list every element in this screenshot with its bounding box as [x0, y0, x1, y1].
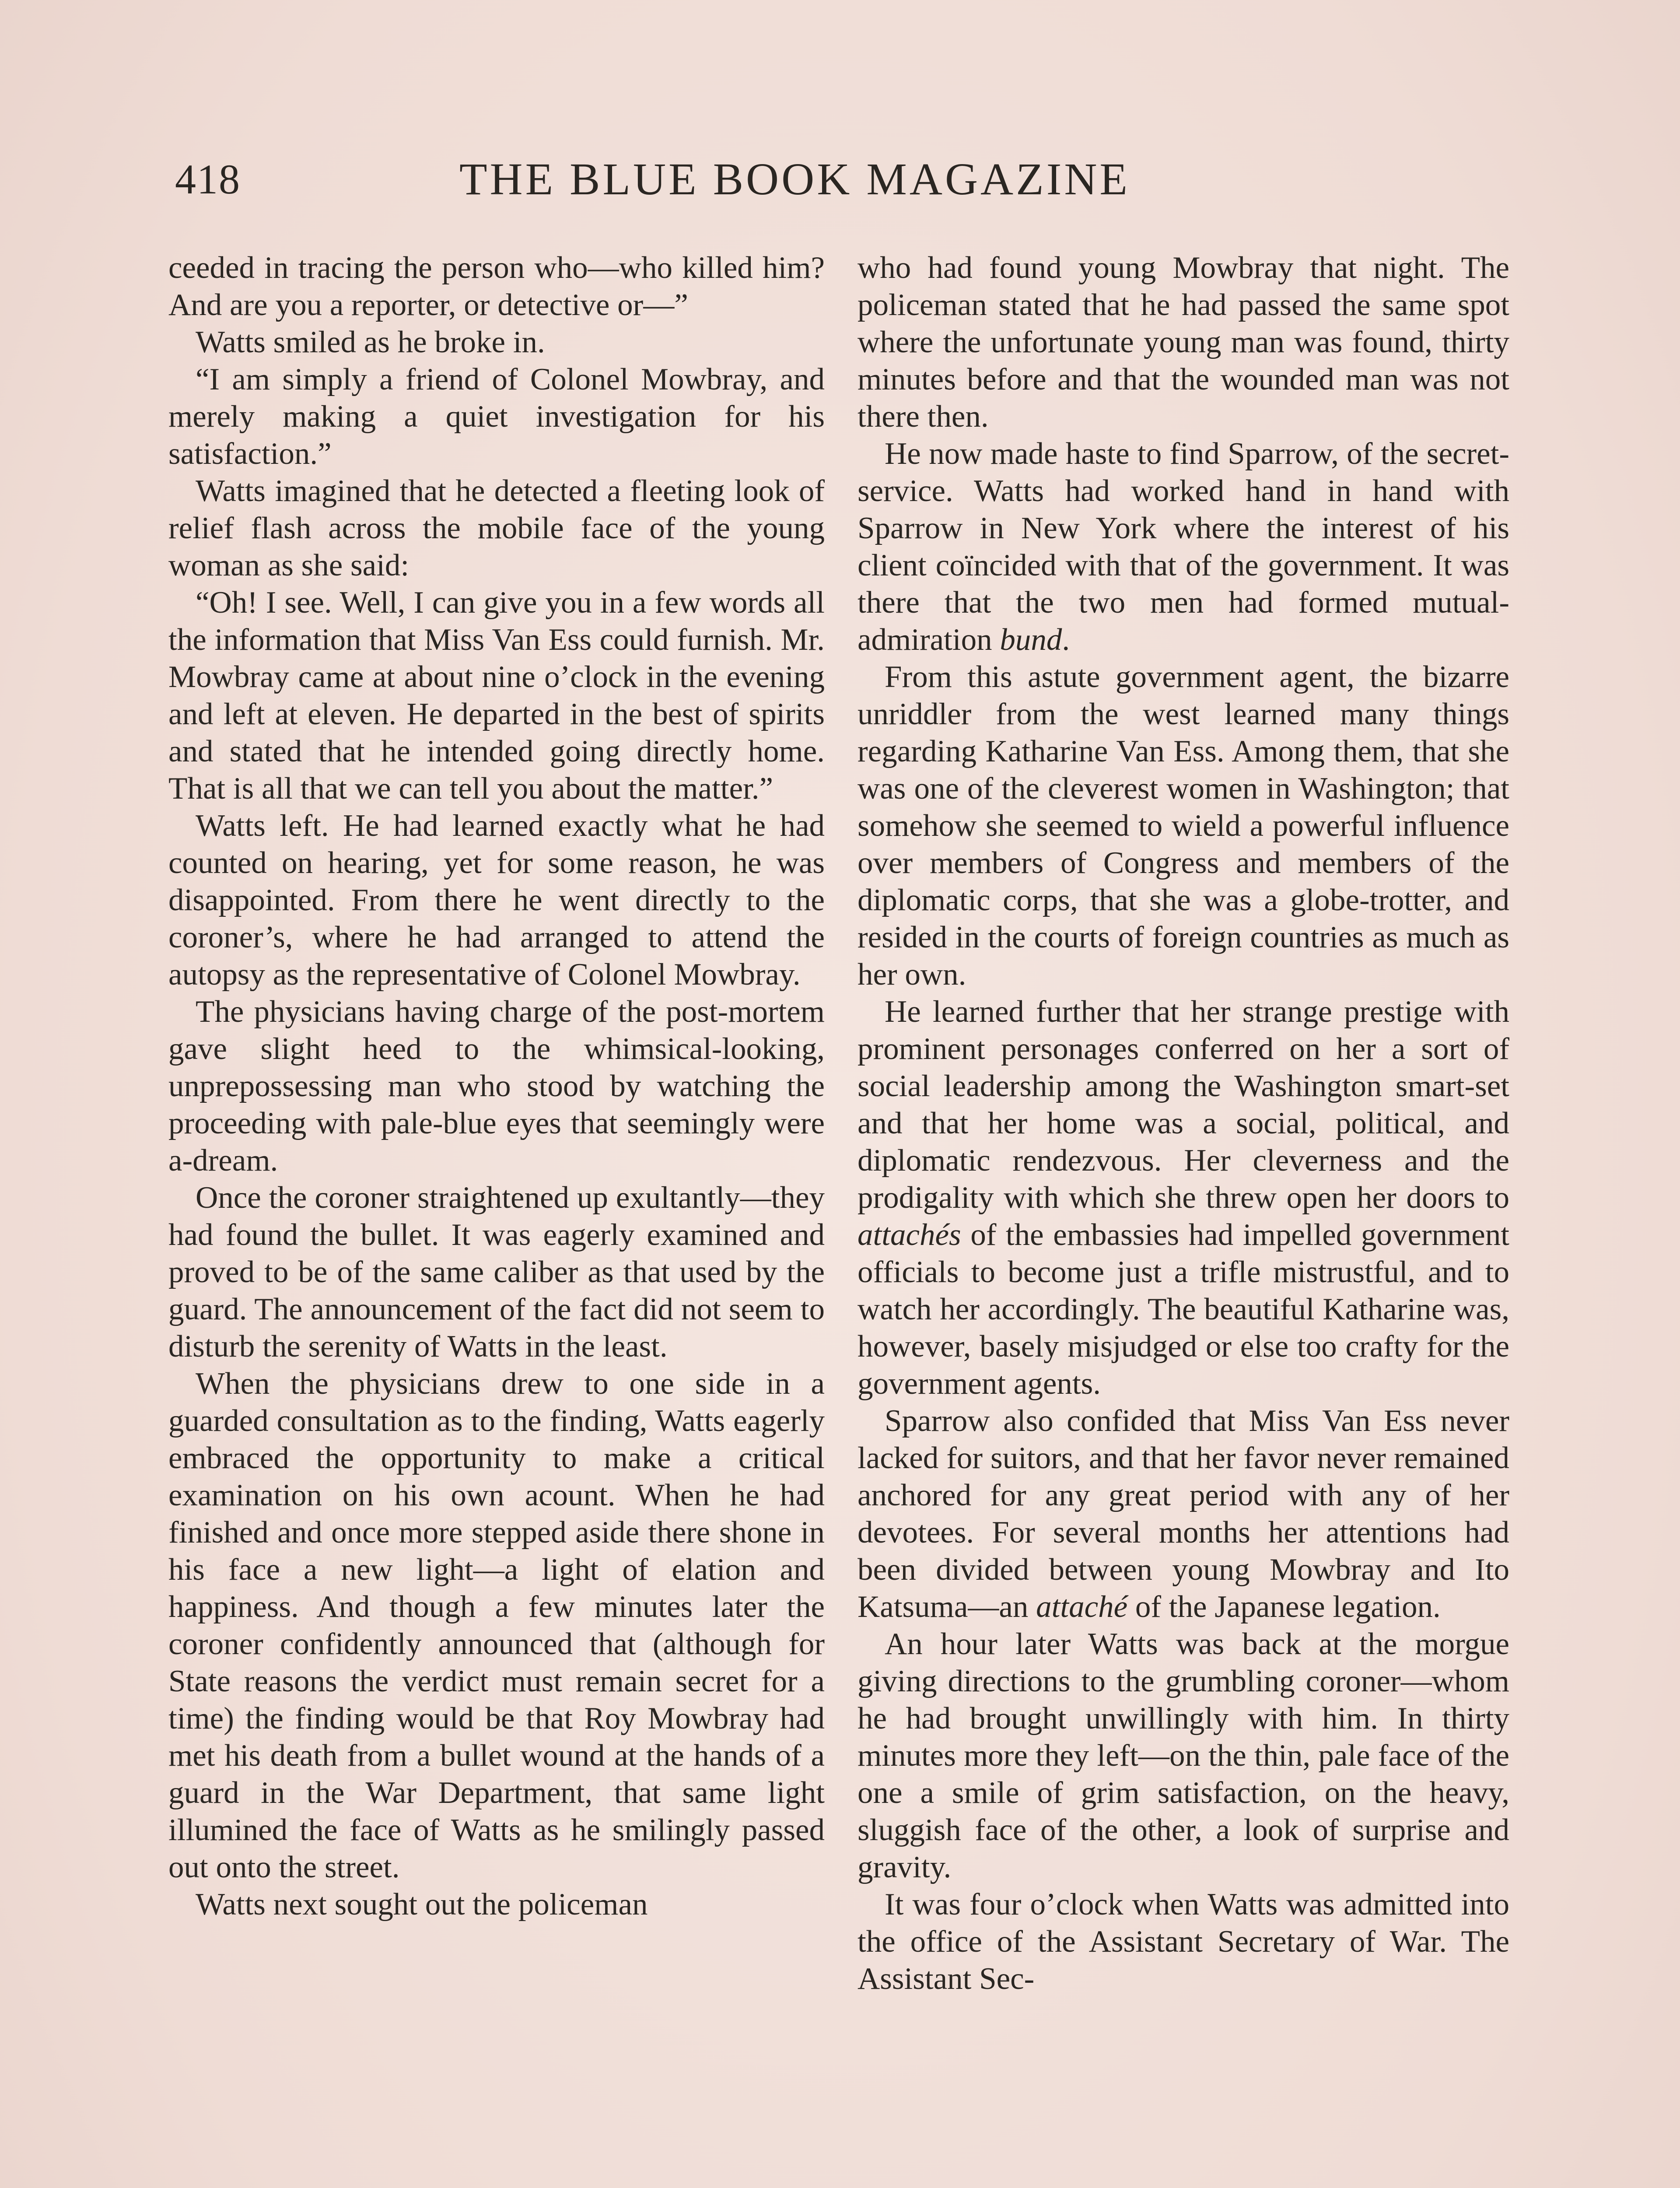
paragraph	[168, 473, 825, 584]
italic-term: attaché	[1036, 1590, 1128, 1624]
paragraph-text: Watts next sought out the policeman	[196, 1887, 648, 1922]
paragraph	[168, 584, 825, 807]
paragraph	[168, 1179, 825, 1365]
paragraph-text: who had found young Mowbray that night. The policeman stated that he had passed the same spot where the unfortunate young man was found, thirty minutes before and that the wounded man was not there then.	[858, 251, 1509, 434]
paragraph-text: It was four o’clock when Watts was admitted into the office of the Assistant Secretary of War. The Assistant Sec-	[858, 1887, 1509, 1996]
paragraph-text: Watts imagined that he detected a fleeting look of relief flash across the mobile face of the young woman as she said:	[168, 474, 825, 582]
running-title: THE BLUE BOOK MAGAZINE	[459, 154, 1130, 204]
page-number: 418	[175, 156, 241, 203]
right-column	[858, 249, 1509, 1998]
paragraph-text: He learned further that her strange prestige with prominent personages conferred on her a sort of social leadership among the Washington smart-set and that her home was a social, political, and diplomatic rendezvous. Her cleverness and the prodigality with which she threw open her doors to	[858, 995, 1509, 1215]
page-header	[175, 149, 1514, 210]
paragraph	[168, 1365, 825, 1886]
paragraph	[168, 324, 825, 361]
paragraph-text: “Oh! I see. Well, I can give you in a few words all the information that Miss Van Ess could furnish. Mr. Mowbray came at about nine o’clock in the evening and left at eleven. He departed in the best of spirits and stated that he intended going directly home. That is all that we can tell you about the matter.”	[168, 586, 825, 806]
paragraph	[168, 1886, 825, 1923]
paragraph-text: The physicians having charge of the post-mortem gave slight heed to the whimsical-looking, unprepossessing man who stood by watching the proceeding with pale-blue eyes that seemingly were a-dream.	[168, 995, 825, 1178]
paragraph-text-tail: of the Japanese legation.	[1127, 1590, 1441, 1624]
paragraph-text: ceeded in tracing the person who—who killed him? And are you a reporter, or detective or—”	[168, 251, 825, 322]
italic-term: bund	[1000, 623, 1062, 657]
italic-term: attachés	[858, 1218, 961, 1252]
paragraph-text: He now made haste to find Sparrow, of the secret-service. Watts had worked hand in hand with Sparrow in New York where the interest of his client coïncided with that of the government. It was there that the two men had formed mutual-admiration	[858, 437, 1509, 657]
paragraph	[858, 1886, 1509, 1998]
paragraph-text: An hour later Watts was back at the morgue giving directions to the grumbling coroner—whom he had brought unwillingly with him. In thirty minutes more they left—on the thin, pale face of the one a smile of grim satisfaction, on the heavy, sluggish face of the other, a look of surprise and gravity.	[858, 1627, 1509, 1884]
paragraph	[858, 249, 1509, 435]
paragraph	[858, 993, 1509, 1403]
left-column	[168, 249, 825, 1923]
paragraph-text: Sparrow also confided that Miss Van Ess never lacked for suitors, and that her favor never remained anchored for any great period with any of her devotees. For several months her attentions had been divided between young Mowbray and Ito Katsuma—an	[858, 1404, 1509, 1624]
paragraph	[168, 993, 825, 1179]
paragraph-text-tail: of the embassies had impelled government officials to become just a trifle mistrustful, and to watch her accordingly. The beautiful Katharine was, however, basely misjudged or else too crafty for the government agents.	[858, 1218, 1509, 1401]
paragraph	[858, 1403, 1509, 1626]
article-columns	[168, 249, 1520, 2188]
paragraph-text: Once the coroner straightened up exultantly—they had found the bullet. It was eagerly examined and proved to be of the same caliber as that used by the guard. The announcement of the fact did not seem to disturb the serenity of Watts in the least.	[168, 1181, 825, 1364]
paragraph-text: “I am simply a friend of Colonel Mowbray, and merely making a quiet investigation for his satisfaction.”	[168, 362, 825, 471]
paragraph-text: From this astute government agent, the bizarre unriddler from the west learned many things regarding Katharine Van Ess. Among them, that she was one of the cleverest women in Washington; that somehow she seemed to wield a powerful influence over members of Congress and members of the diplomatic corps, that she was a globe-trotter, and resided in the courts of foreign countries as much as her own.	[858, 660, 1509, 992]
paragraph-text: Watts smiled as he broke in.	[196, 325, 545, 359]
paragraph	[168, 249, 825, 324]
paragraph-text-tail: .	[1062, 623, 1070, 657]
paragraph	[168, 807, 825, 993]
paragraph	[858, 435, 1509, 659]
paragraph	[858, 1626, 1509, 1886]
paragraph-text: When the physicians drew to one side in a guarded consultation as to the finding, Watts eagerly embraced the opportunity to make a critical examination on his own acount. When he had finished and once more stepped aside there shone in his face a new light—a light of elation and happiness. And though a few minutes later the coroner confidently announced that (although for State reasons the verdict must remain secret for a time) the finding would be that Roy Mowbray had met his death from a bullet wound at the hands of a guard in the War Department, that same light illumined the face of Watts as he smilingly passed out onto the street.	[168, 1367, 825, 1884]
paragraph	[858, 659, 1509, 993]
paragraph	[168, 361, 825, 473]
paragraph-text: Watts left. He had learned exactly what he had counted on hearing, yet for some reason, he was disappointed. From there he went directly to the coroner’s, where he had arranged to attend the autopsy as the representative of Colonel Mowbray.	[168, 809, 825, 992]
